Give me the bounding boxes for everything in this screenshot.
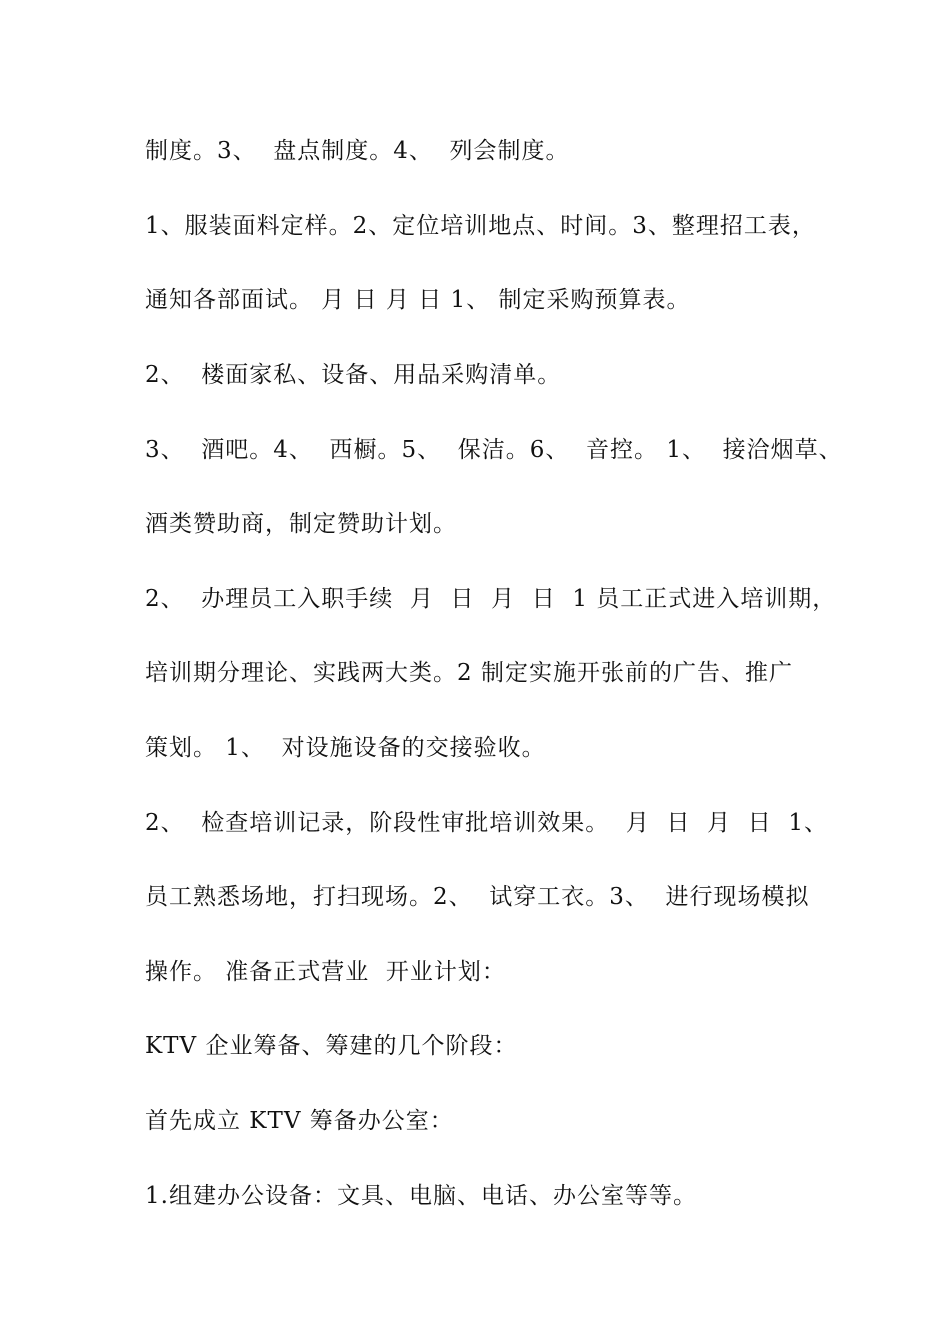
text-line: 制度。3、 盘点制度。4、 列会制度。 [145, 138, 570, 164]
text-line: 2、 楼面家私、设备、用品采购清单。 [145, 362, 562, 388]
text-line: 1.组建办公设备：文具、电脑、电话、办公室等等。 [145, 1183, 697, 1209]
text-line: 1、服装面料定样。2、定位培训地点、时间。3、整理招工表， [145, 213, 816, 239]
text-line: 通知各部面试。 月 日 月 日 1、 制定采购预算表。 [145, 287, 691, 313]
text-line: KTV 企业筹备、筹建的几个阶段： [145, 1033, 518, 1059]
text-line: 操作。 准备正式营业 开业计划： [145, 959, 506, 985]
text-line: 员工熟悉场地，打扫现场。2、 试穿工衣。3、 进行现场模拟 [145, 884, 810, 910]
text-line: 2、 检查培训记录，阶段性审批培训效果。 月 日 月 日 1、 [145, 810, 828, 836]
text-line: 2、 办理员工入职手续 月 日 月 日 1 员工正式进入培训期， [145, 586, 837, 612]
text-line: 首先成立 KTV 筹备办公室： [145, 1108, 454, 1134]
text-line: 培训期分理论、实践两大类。2 制定实施开张前的广告、推广 [145, 660, 793, 686]
text-line: 3、 酒吧。4、 西橱。5、 保洁。6、 音控。 1、 接洽烟草、 [145, 437, 843, 463]
text-line: 策划。 1、 对设施设备的交接验收。 [145, 735, 546, 761]
text-line: 酒类赞助商，制定赞助计划。 [145, 511, 457, 537]
